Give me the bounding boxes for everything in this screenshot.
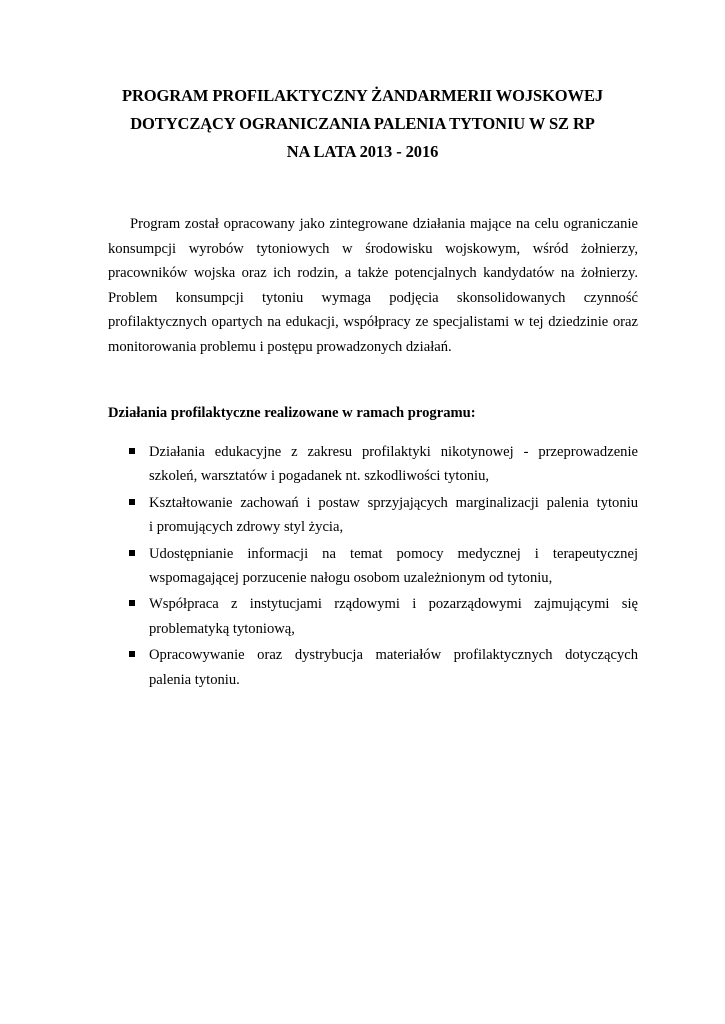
section-heading: Działania profilaktyczne realizowane w ramach programu:	[108, 405, 476, 421]
intro-line: konsumpcji wyrobów tytoniowych w środowisku wojskowym, wśród żołnierzy,	[108, 240, 638, 257]
intro-line: Program został opracowany jako zintegrowane działania mające na celu ograniczanie	[130, 216, 638, 232]
list-item-line: palenia tytoniu.	[149, 671, 240, 688]
list-item	[108, 491, 638, 540]
intro-line: profilaktycznych opartych na edukacji, współpracy ze specjalistami w tej dziedzinie oraz	[108, 314, 638, 331]
list-item-line: wspomagającej porzucenie nałogu osobom uzależnionym od tytoniu,	[149, 569, 553, 586]
document-title	[90, 82, 635, 166]
square-bullet-icon	[129, 499, 135, 505]
title-line-2: DOTYCZĄCY OGRANICZANIA PALENIA TYTONIU W SZ RP	[130, 114, 595, 133]
list-item-line: Kształtowanie zachowań i postaw sprzyjających marginalizacji palenia tytoniu	[149, 494, 638, 511]
intro-line: Problem konsumpcji tytoniu wymaga podjęcia skonsolidowanych czynność	[108, 289, 638, 306]
list-item-line: Współpraca z instytucjami rządowymi i pozarządowymi zajmującymi się	[149, 596, 638, 613]
list-item-line: i promujących zdrowy styl życia,	[149, 519, 344, 536]
square-bullet-icon	[129, 600, 135, 606]
list-item-line: Opracowywanie oraz dystrybucja materiałów profilaktycznych dotyczących	[149, 647, 638, 664]
list-item	[108, 592, 638, 641]
square-bullet-icon	[129, 651, 135, 657]
title-line-1: PROGRAM PROFILAKTYCZNY ŻANDARMERII WOJSKOWEJ	[122, 86, 603, 105]
title-line-3: NA LATA 2013 - 2016	[286, 142, 439, 161]
intro-paragraph	[108, 212, 638, 360]
actions-list	[108, 440, 638, 694]
list-item-line: Działania edukacyjne z zakresu profilaktyki nikotynowej - przeprowadzenie	[149, 444, 638, 460]
square-bullet-icon	[129, 550, 135, 556]
list-item	[108, 542, 638, 591]
intro-line: pracowników wojska oraz ich rodzin, a także potencjalnych kandydatów na żołnierzy.	[108, 265, 638, 282]
square-bullet-icon	[129, 448, 135, 454]
list-item	[108, 440, 638, 489]
list-item-line: problematyką tytoniową,	[149, 620, 295, 637]
intro-line: monitorowania problemu i postępu prowadzonych działań.	[108, 338, 452, 355]
list-item-line: szkoleń, warsztatów i pogadanek nt. szkodliwości tytoniu,	[149, 468, 490, 485]
list-item	[108, 643, 638, 692]
list-item-line: Udostępnianie informacji na temat pomocy medycznej i terapeutycznej	[149, 545, 638, 562]
